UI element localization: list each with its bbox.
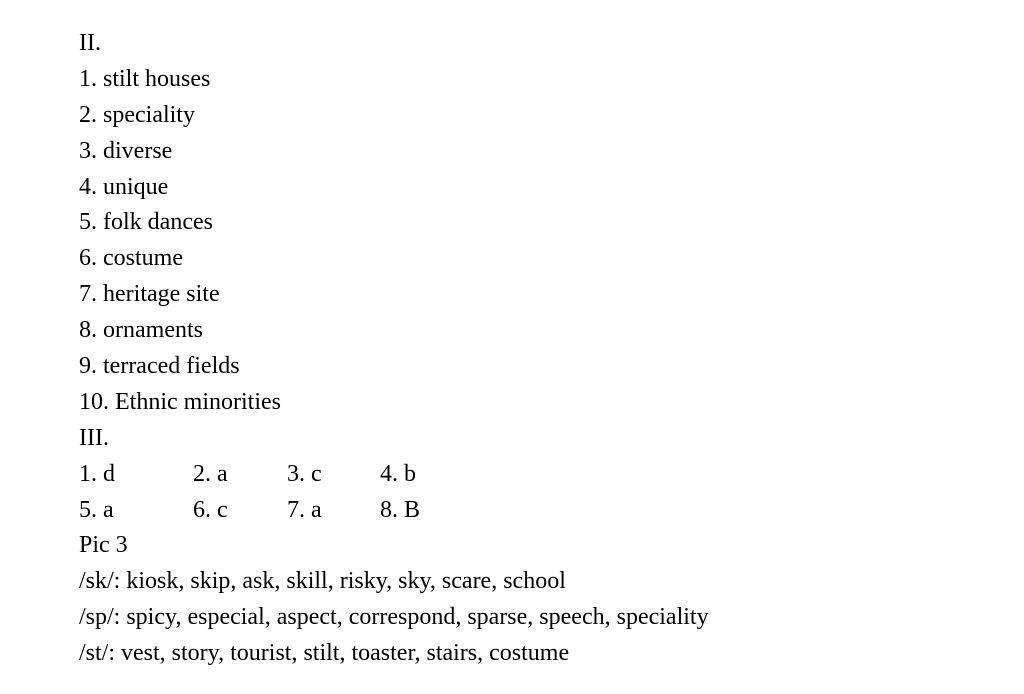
answer-cell: 1. d	[79, 460, 115, 487]
answer-item: 10. Ethnic minorities	[79, 388, 281, 415]
answer-item: 2. speciality	[79, 101, 195, 128]
answer-item: 8. ornaments	[79, 317, 203, 344]
answer-cell: 2. a	[193, 460, 228, 487]
answer-item: 1. stilt houses	[79, 65, 211, 92]
pic3-heading: Pic 3	[79, 532, 128, 559]
answer-item: 4. unique	[79, 173, 169, 200]
answer-cell: 4. b	[380, 460, 416, 487]
sound-line-sp: /sp/: spicy, especial, aspect, correspond, sparse, speech, speciality	[79, 604, 709, 631]
answer-item: 9. terraced fields	[79, 353, 240, 380]
sound-line-st: /st/: vest, story, tourist, stilt, toaster, stairs, costume	[79, 640, 570, 667]
answer-item: 7. heritage site	[79, 281, 220, 308]
answer-cell: 6. c	[193, 496, 228, 523]
sound-line-sk: /sk/: kiosk, skip, ask, skill, risky, sky, scare, school	[79, 568, 566, 595]
answer-row	[79, 457, 709, 493]
answer-item: 3. diverse	[79, 137, 173, 164]
answer-item: 5. folk dances	[79, 209, 213, 236]
answer-item: 6. costume	[79, 245, 183, 272]
answer-cell: 3. c	[287, 460, 322, 487]
answer-row	[79, 493, 709, 529]
document-body	[79, 26, 709, 672]
section-iii-heading: III.	[79, 424, 109, 451]
answer-cell: 8. B	[380, 496, 421, 523]
section-ii-heading: II.	[79, 30, 101, 56]
answer-cell: 5. a	[79, 496, 114, 523]
answer-cell: 7. a	[287, 496, 322, 523]
